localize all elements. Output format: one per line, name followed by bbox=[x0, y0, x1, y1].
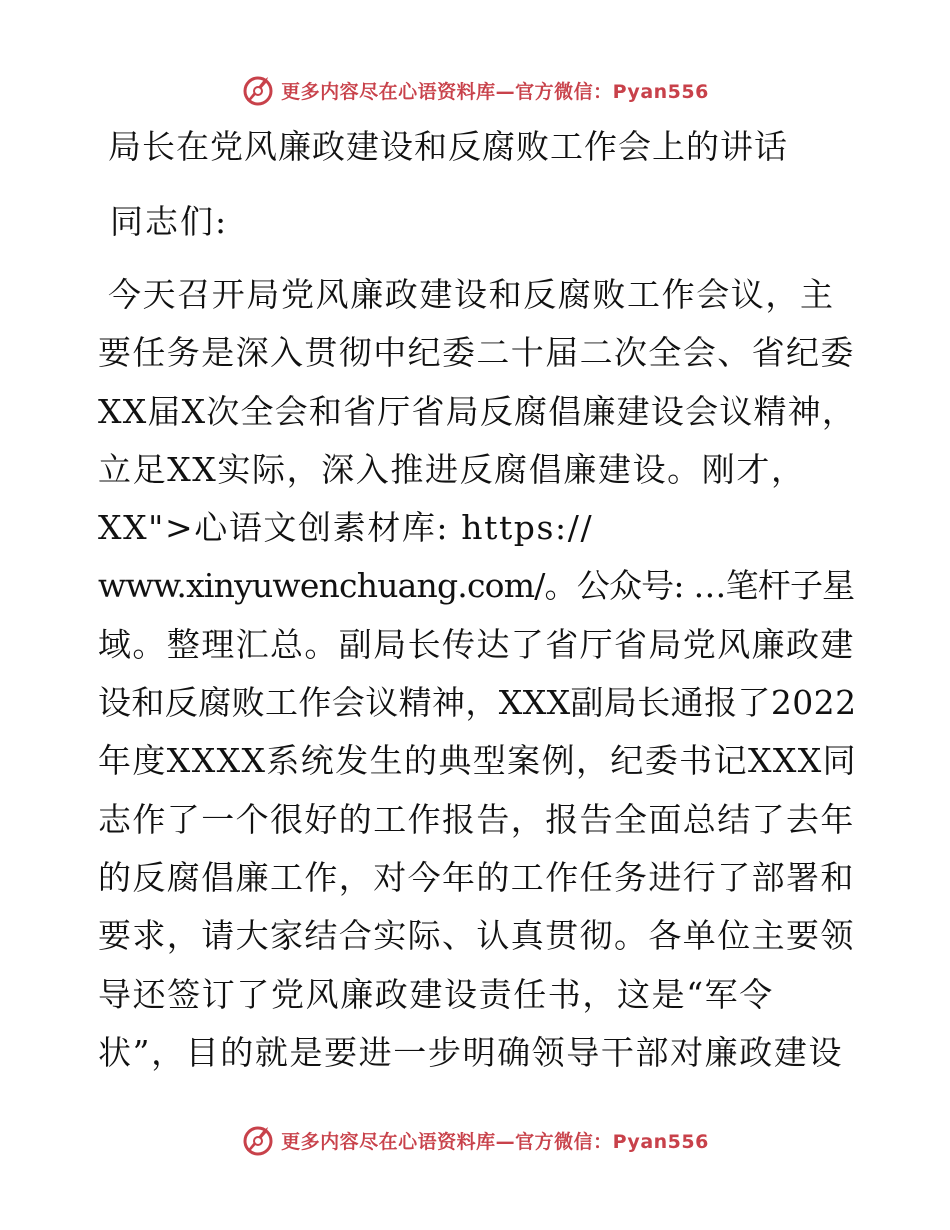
watermark-text: 更多内容尽在心语资料库—官方微信：Pyan556 bbox=[281, 1130, 709, 1153]
header-watermark-banner bbox=[0, 70, 950, 110]
body-line: 年度XXXX系统发生的典型案例，纪委书记XXX同 bbox=[98, 741, 858, 781]
footer-watermark-banner bbox=[0, 1120, 950, 1160]
body-line: XX">心语文创素材库: https:// bbox=[98, 508, 594, 548]
document-title: 局长在党风廉政建设和反腐败工作会上的讲话 bbox=[108, 127, 788, 166]
body-line: 要求，请大家结合实际、认真贯彻。各单位主要领 bbox=[98, 916, 855, 956]
watermark-text: 更多内容尽在心语资料库—官方微信：Pyan556 bbox=[281, 80, 709, 103]
quill-logo-icon bbox=[241, 1123, 275, 1157]
body-line: www.xinyuwenchuang.com/。公众号: …笔杆子星 bbox=[98, 566, 855, 606]
salutation: 同志们: bbox=[110, 202, 229, 241]
body-line: 状”，目的就是要进一步明确领导干部对廉政建设 bbox=[98, 1032, 844, 1072]
quill-logo-icon bbox=[241, 73, 275, 107]
body-line: 设和反腐败工作会议精神，XXX副局长通报了2022 bbox=[98, 683, 857, 723]
body-line: 志作了一个很好的工作报告，报告全面总结了去年 bbox=[98, 799, 855, 839]
body-line: 导还签订了党风廉政建设责任书，这是“军令 bbox=[98, 974, 774, 1014]
body-line: 今天召开局党风廉政建设和反腐败工作会议，主 bbox=[108, 275, 835, 314]
body-line: 立足XX实际，深入推进反腐倡廉建设。刚才， bbox=[98, 449, 806, 489]
body-line: 要任务是深入贯彻中纪委二十届二次全会、省纪委 bbox=[98, 333, 855, 373]
body-line: 域。整理汇总。副局长传达了省厅省局党风廉政建 bbox=[98, 624, 855, 664]
body-line: XX届X次全会和省厅省局反腐倡廉建设会议精神， bbox=[98, 391, 857, 431]
speech-body bbox=[98, 266, 858, 1082]
body-line: 的反腐倡廉工作，对今年的工作任务进行了部署和 bbox=[98, 857, 855, 897]
